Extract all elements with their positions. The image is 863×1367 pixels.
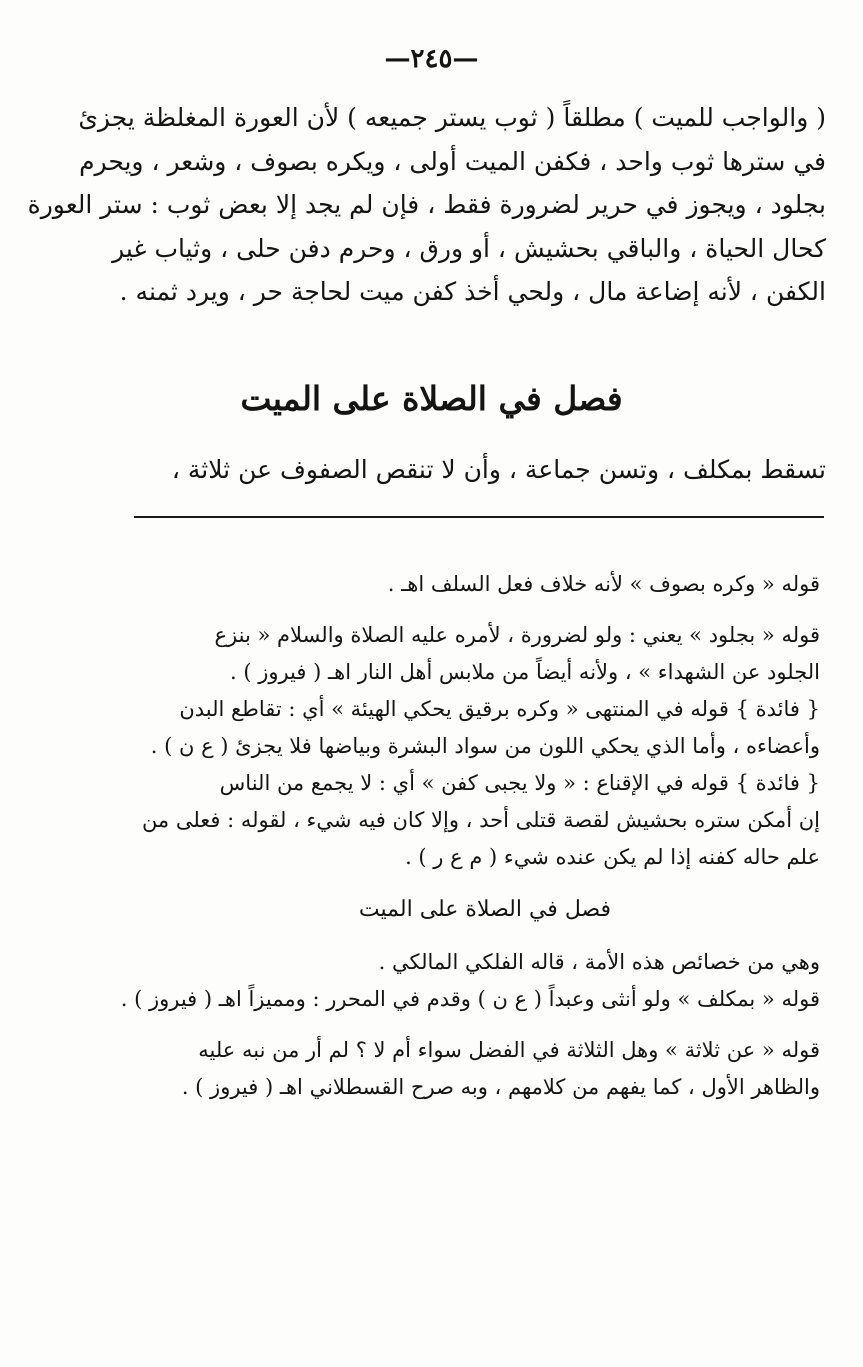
footnote-line: قوله « عن ثلاثة » وهل الثلاثة في الفضل سواء أم لا ؟ لم أر من نبه عليه <box>198 1038 820 1062</box>
section-title: فصل في الصلاة على الميت <box>240 379 623 418</box>
main-text-line: ( والواجب للميت ) مطلقاً ( ثوب يستر جميعه ) لأن العورة المغلظة يجزئ <box>78 103 826 132</box>
main-text-line: الكفن ، لأنه إضاعة مال ، ولحي أخذ كفن ميت لحاجة حر ، ويرد ثمنه . <box>119 277 826 306</box>
footnote-separator <box>134 516 824 518</box>
footnote-line: { فائدة } قوله في المنتهى « وكره برقيق يحكي الهيئة » أي : تقاطع البدن <box>179 697 820 721</box>
footnote-line: والظاهر الأول ، كما يفهم من كلامهم ، وبه صرح القسطلاني اهـ ( فيروز ) . <box>181 1075 820 1099</box>
footnote-line: قوله « بجلود » يعني : ولو لضرورة ، لأمره عليه الصلاة والسلام « بنزع <box>214 623 820 647</box>
footnotes-block <box>120 566 820 1106</box>
footnote-line: { فائدة } قوله في الإقناع : « ولا يجبى كفن » أي : لا يجمع من الناس <box>219 771 820 795</box>
section-opening-line: تسقط بمكلف ، وتسن جماعة ، وأن لا تنقص الصفوف عن ثلاثة ، <box>171 455 826 484</box>
main-text-line: بجلود ، ويجوز في حرير لضرورة فقط ، فإن لم يجد إلا بعض ثوب : ستر العورة <box>27 190 826 219</box>
footnote-line: وهي من خصائص هذه الأمة ، قاله الفلكي المالكي . <box>378 950 820 974</box>
footnote-line: قوله « وكره بصوف » لأنه خلاف فعل السلف اهـ . <box>387 572 820 596</box>
footnote-line: وأعضاءه ، وأما الذي يحكي اللون من سواد البشرة وبياضها فلا يجزئ ( ع ن ) . <box>150 734 820 758</box>
main-text-line: كحال الحياة ، والباقي بحشيش ، أو ورق ، وحرم دفن حلى ، وثياب غير <box>112 233 826 263</box>
main-text-block <box>27 96 826 314</box>
footnote-subtitle: فصل في الصلاة على الميت <box>358 897 612 922</box>
footnote-line: إن أمكن ستره بحشيش لقصة قتلى أحد ، وإلا كان فيه شيء ، لقوله : فعلى من <box>141 808 820 832</box>
footnote-line: علم حاله كفنه إذا لم يكن عنده شيء ( م ع ر ) . <box>405 845 820 869</box>
main-text-line: في سترها ثوب واحد ، فكفن الميت أولى ، ويكره بصوف ، وشعر ، ويحرم <box>79 146 826 176</box>
footnote-line: الجلود عن الشهداء » ، ولأنه أيضاً من ملابس أهل النار اهـ ( فيروز ) . <box>229 660 820 684</box>
footnote-line: قوله « بمكلف » ولو أنثى وعبداً ( ع ن ) وقدم في المحرر : ومميزاً اهـ ( فيروز ) . <box>120 987 820 1011</box>
page-number: —٢٤٥— <box>384 44 479 74</box>
